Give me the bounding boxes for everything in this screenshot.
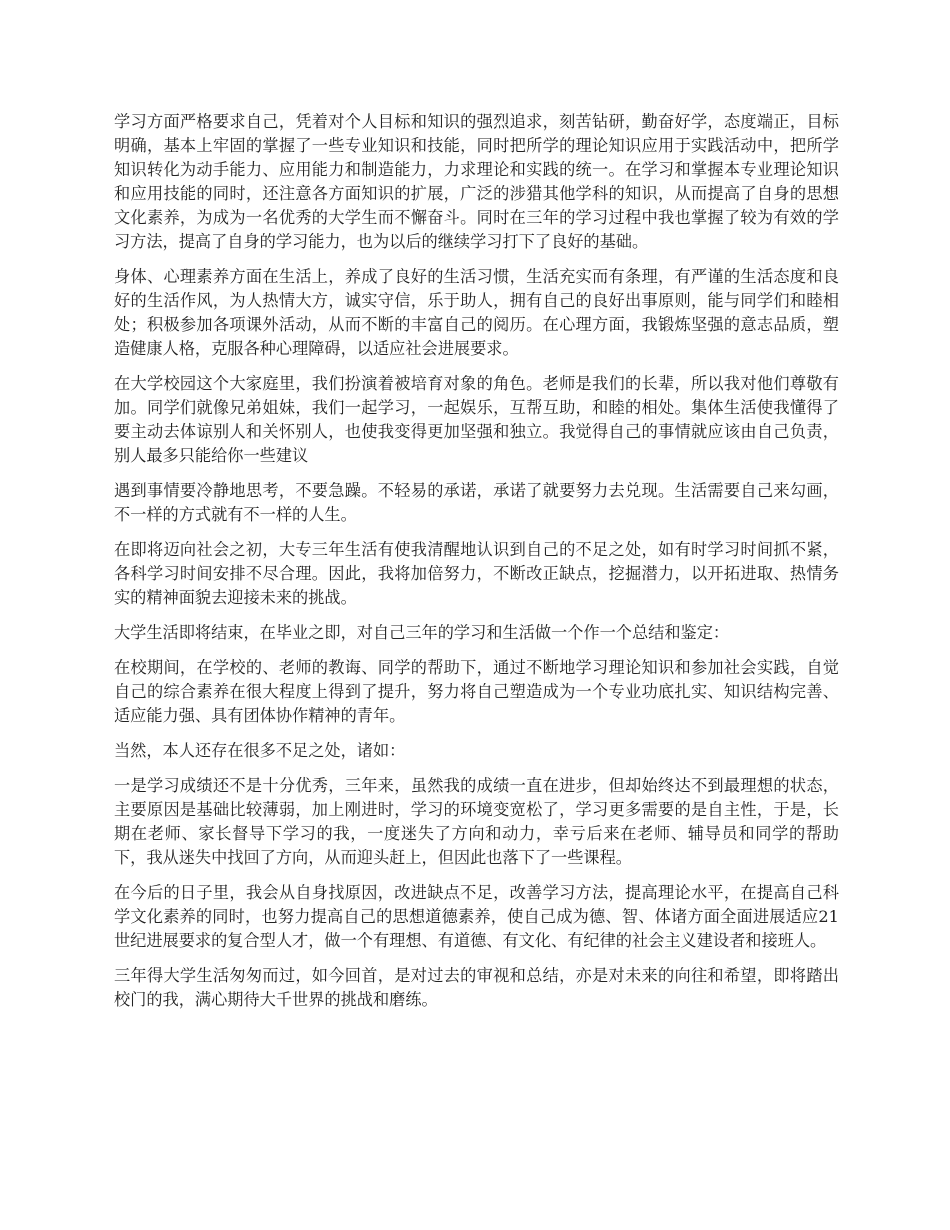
paragraph-campus-life: 在大学校园这个大家庭里，我们扮演着被培育对象的角色。老师是我们的长辈，所以我对他们尊敬有加。同学们就像兄弟姐妹，我们一起学习，一起娱乐，互帮互助，和睦的相处。集体生活使我懂得了要主动去体谅别人和关怀别人，也使我变得更加坚强和独立。我觉得自己的事情就应该由自己负责，别人最多只能给你一些建议: [114, 374, 839, 465]
paragraph-shortcomings-intro: 当然，本人还存在很多不足之处，诸如：: [114, 741, 406, 760]
paragraph-entering-society: 在即将迈向社会之初，大专三年生活有使我清醒地认识到自己的不足之处，如有时学习时间抓不紧，各科学习时间安排不尽合理。因此，我将加倍努力，不断改正缺点，挖掘潜力，以开拓进取、热情务实的精神面貌去迎接未来的挑战。: [114, 540, 839, 607]
paragraph-calm-thinking: 遇到事情要冷静地思考，不要急躁。不轻易的承诺，承诺了就要努力去兑现。生活需要自己来勾画，不一样的方式就有不一样的人生。: [114, 481, 839, 524]
paragraph-summary-intro: 大学生活即将结束，在毕业之即，对自己三年的学习和生活做一个作一个总结和鉴定：: [114, 623, 730, 642]
paragraph-future-plans: 在今后的日子里，我会从自身找原因，改进缺点不足，改善学习方法，提高理论水平，在提高自己科学文化素养的同时，也努力提高自己的思想道德素养，使自己成为德、智、体诸方面全面进展适应21世纪进展要求的复合型人才，做一个有理想、有道德、有文化、有纪律的社会主义建设者和接班人。: [114, 883, 839, 950]
paragraph-shortcoming-grades: 一是学习成绩还不是十分优秀，三年来，虽然我的成绩一直在进步，但却始终达不到最理想的状态，主要原因是基础比较薄弱，加上刚进时，学习的环境变宽松了，学习更多需要的是自主性，于是，长期在老师、家长督导下学习的我，一度迷失了方向和动力，幸亏后来在老师、辅导员和同学的帮助下，我从迷失中找回了方向，从而迎头赶上，但因此也落下了一些课程。: [114, 776, 839, 867]
paragraph-closing: 三年得大学生活匆匆而过，如今回首，是对过去的审视和总结，亦是对未来的向往和希望，即将踏出校门的我，满心期待大千世界的挑战和磨练。: [114, 966, 839, 1009]
paragraph-physical-mental: 身体、心理素养方面在生活上，养成了良好的生活习惯，生活充实而有条理，有严谨的生活态度和良好的生活作风，为人热情大方，诚实守信，乐于助人，拥有自己的良好出事原则，能与同学们和睦相处；积极参加各项课外活动，从而不断的丰富自己的阅历。在心理方面，我锻炼坚强的意志品质，塑造健康人格，克服各种心理障碍，以适应社会进展要求。: [114, 267, 839, 358]
paragraph-study: 学习方面严格要求自己，凭着对个人目标和知识的强烈追求，刻苦钻研，勤奋好学，态度端正，目标明确，基本上牢固的掌握了一些专业知识和技能，同时把所学的理论知识应用于实践活动中，把所学知识转化为动手能力、应用能力和制造能力，力求理论和实践的统一。在学习和掌握本专业理论知识和应用技能的同时，还注意各方面知识的扩展，广泛的涉猎其他学科的知识，从而提高了自身的思想文化素养，为成为一名优秀的大学生而不懈奋斗。同时在三年的学习过程中我也掌握了较为有效的学习方法，提高了自身的学习能力，也为以后的继续学习打下了良好的基础。: [114, 112, 839, 251]
paragraph-school-period: 在校期间，在学校的、老师的教诲、同学的帮助下，通过不断地学习理论知识和参加社会实践，自觉自己的综合素养在很大程度上得到了提升，努力将自己塑造成为一个专业功底扎实、知识结构完善、适应能力强、具有团体协作精神的青年。: [114, 658, 839, 725]
document-body: [114, 110, 839, 1023]
